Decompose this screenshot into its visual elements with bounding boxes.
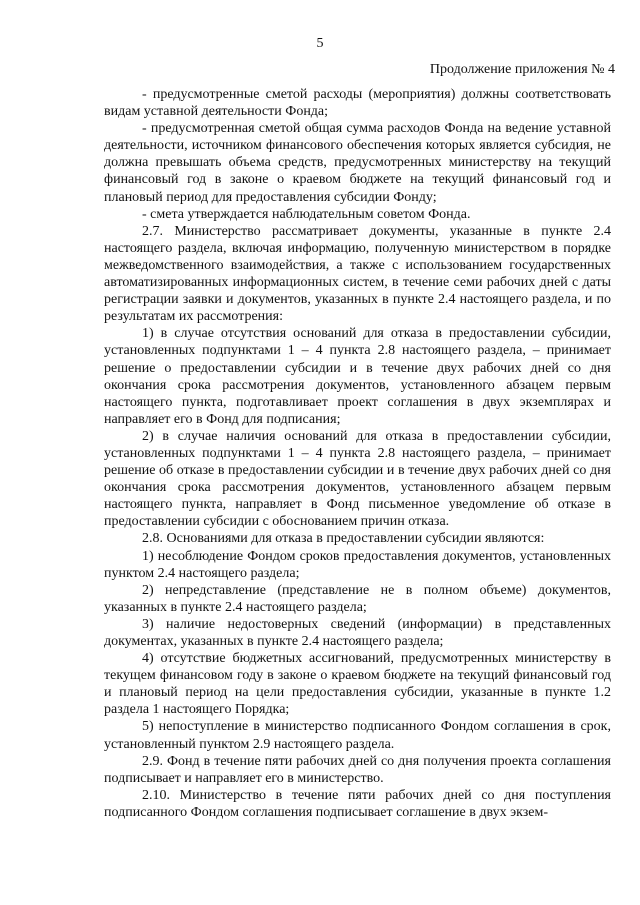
paragraph-2-8-item-4: 4) отсутствие бюджетных ассигнований, предусмотренных министерству в текущем финансовом году в законе о краевом бюджете на текущий финансовый год и плановый период на цели предоставления субсидии, указанные в пункте 1.2 раздела 1 настоящего Порядка; [104,651,611,718]
paragraph-expenses-match-activities: - предусмотренные сметой расходы (мероприятия) должны соответствовать видам уставной деятельности Фонда; [104,87,611,120]
paragraph-2-8: 2.8. Основаниями для отказа в предоставлении субсидии являются: [142,531,545,547]
paragraph-2-8-item-3: 3) наличие недостоверных сведений (информации) в представленных документах, указанных в пункте 2.4 настоящего раздела; [104,616,611,649]
paragraph-estimate-approval: - смета утверждается наблюдательным советом Фонда. [142,206,471,222]
paragraph-2-7-item-1: 1) в случае отсутствия оснований для отказа в предоставлении субсидии, установленных подпунктами 1 – 4 пункта 2.8 настоящего раздела, – принимает решение о предоставлении субсидии и в течение двух рабочих дней со дня окончания срока рассмотрения документов, установленного абзацем первым настоящего пункта, подготавливает проект соглашения в двух экземплярах и направляет его в Фонд для подписания; [104,326,611,427]
paragraph-2-8-item-1: 1) несоблюдение Фондом сроков предоставления документов, установленных пунктом 2.4 настоящего раздела; [104,548,611,581]
document-text-body [104,86,611,821]
paragraph-total-expenses-limit: - предусмотренная сметой общая сумма расходов Фонда на ведение уставной деятельности, источником финансового обеспечения которых является субсидия, не должна превышать объема средств, предусмотренных министерству на текущий финансовый год в законе о краевом бюджете на текущий финансовый год и плановый период для предоставления субсидии Фонду; [104,121,611,205]
paragraph-2-8-item-5: 5) непоступление в министерство подписанного Фондом соглашения в срок, установленный пунктом 2.9 настоящего раздела. [104,719,611,752]
paragraph-2-10: 2.10. Министерство в течение пяти рабочих дней со дня поступления подписанного Фондом соглашения подписывает соглашение в двух экзем- [104,787,611,820]
paragraph-2-7-item-2: 2) в случае наличия оснований для отказа в предоставлении субсидии, установленных подпунктами 1 – 4 пункта 2.8 настоящего раздела, – принимает решение об отказе в предоставлении субсидии и в течение двух рабочих дней со дня окончания срока рассмотрения документов, установленного абзацем первым настоящего пункта, направляет в Фонд письменное уведомление об отказе в предоставлении субсидии с обоснованием причин отказа. [104,428,611,530]
paragraph-2-7: 2.7. Министерство рассматривает документы, указанные в пункте 2.4 настоящего раздела, включая информацию, полученную министерством в порядке межведомственного взаимодействия, а также с использованием государственных автоматизированных информационных систем, в течение семи рабочих дней с даты регистрации заявки и документов, указанных в пункте 2.4 настоящего раздела, и по результатам их рассмотрения: [104,223,611,325]
appendix-continuation-note: Продолжение приложения № 4 [429,62,615,77]
page-number: 5 [316,36,324,51]
paragraph-2-9: 2.9. Фонд в течение пяти рабочих дней со дня получения проекта соглашения подписывает и направляет его в министерство. [104,753,611,786]
paragraph-2-8-item-2: 2) непредставление (представление не в полном объеме) документов, указанных в пункте 2.4 настоящего раздела; [104,582,611,615]
